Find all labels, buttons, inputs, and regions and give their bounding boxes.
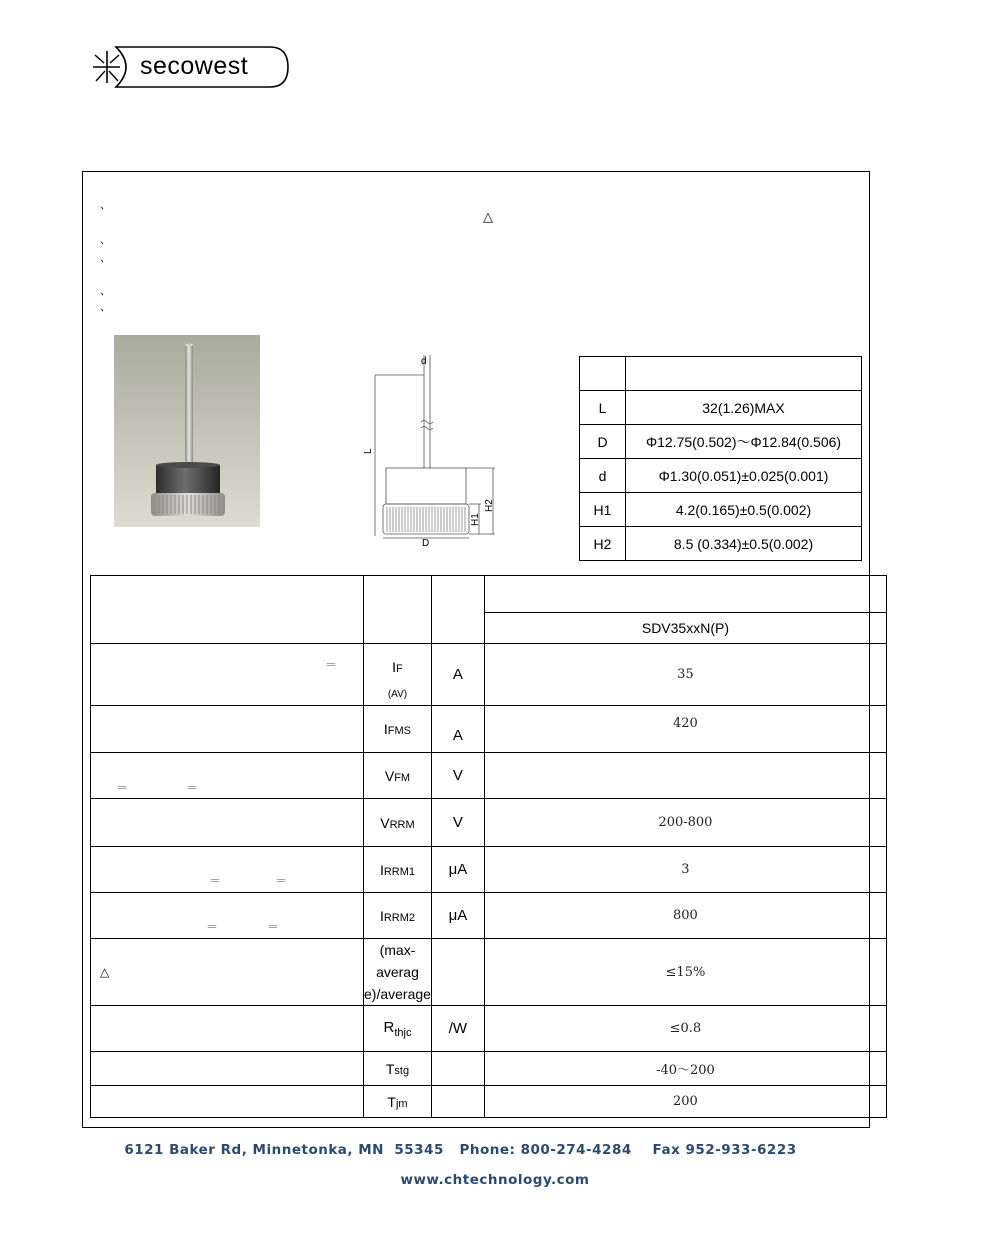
value-cell: 420 xyxy=(484,706,886,753)
dimensions-table xyxy=(579,356,862,561)
table-row xyxy=(91,847,887,893)
note-tick: 、 xyxy=(100,251,111,264)
ratings-table xyxy=(90,575,887,1118)
equals-sign: ＝ xyxy=(186,781,199,795)
dim-symbol: d xyxy=(580,459,626,493)
value-header-cell xyxy=(484,576,886,613)
symbol-cell: IRRM1 xyxy=(364,847,432,893)
symbol-cell: Tstg xyxy=(364,1052,432,1086)
note-tick: 、 xyxy=(100,300,111,313)
table-row xyxy=(91,799,887,847)
dim-symbol: H1 xyxy=(580,493,626,527)
value-cell: 35 xyxy=(484,644,886,706)
table-row xyxy=(580,459,862,493)
symbol-cell: IF (AV) xyxy=(364,644,432,706)
equals-sign: ＝ xyxy=(206,920,219,934)
dim-header-cell xyxy=(580,357,626,391)
unit-cell: μA xyxy=(431,847,484,893)
symbol-header-cell xyxy=(364,576,432,644)
param-header-cell xyxy=(91,576,364,644)
symbol-cell: IRRM2 xyxy=(364,893,432,939)
symbol-cell: $R_{thjc}$ xyxy=(364,1006,432,1052)
company-logo-text: secowest xyxy=(140,52,249,80)
unit-cell: A xyxy=(431,644,484,706)
dim-symbol: L xyxy=(580,391,626,425)
drawing-label-L: L xyxy=(363,448,374,454)
value-cell: 800 xyxy=(484,893,886,939)
drawing-label-H2: H2 xyxy=(484,499,495,512)
unit-cell xyxy=(431,1052,484,1086)
table-row xyxy=(91,939,887,1006)
param-cell: △ xyxy=(91,939,364,1006)
dim-value: 32(1.26)MAX xyxy=(626,391,862,425)
param-cell xyxy=(91,893,364,939)
table-row xyxy=(91,644,887,706)
unit-cell: A xyxy=(431,706,484,753)
drawing-label-D: D xyxy=(422,538,430,549)
dim-header-cell xyxy=(626,357,862,391)
equals-sign: ＝ xyxy=(209,874,222,888)
dim-symbol: H2 xyxy=(580,527,626,561)
param-cell xyxy=(91,706,364,753)
equals-sign: ＝ xyxy=(116,781,129,795)
value-cell: -40～200 xyxy=(484,1052,886,1086)
table-row xyxy=(91,706,887,753)
equals-sign: ＝ xyxy=(267,920,280,934)
param-cell xyxy=(91,644,364,706)
note-tick: 、 xyxy=(100,284,111,297)
dimension-drawing xyxy=(355,350,505,549)
table-row xyxy=(91,1052,887,1086)
symbol-cell: Tjm xyxy=(364,1086,432,1118)
symbol-cell: IFMS xyxy=(364,706,432,753)
table-row xyxy=(91,576,887,613)
footer-website-link[interactable]: www.chtechnology.com xyxy=(400,1172,590,1188)
product-photo xyxy=(114,335,260,527)
footer-address: 6121 Baker Rd, Minnetonka, MN 55345 Phone: 800-274-4284 Fax 952-933-6223 xyxy=(124,1142,797,1158)
note-tick: 、 xyxy=(100,198,111,211)
table-row xyxy=(580,425,862,459)
value-cell: 200-800 xyxy=(484,799,886,847)
unit-header-cell xyxy=(431,576,484,644)
note-tick: 、 xyxy=(100,233,111,246)
value-cell: ≤15% xyxy=(484,939,886,1006)
dim-value: 4.2(0.165)±0.5(0.002) xyxy=(626,493,862,527)
unit-cell xyxy=(431,939,484,1006)
drawing-label-H1: H1 xyxy=(470,513,481,526)
unit-cell: V xyxy=(431,753,484,799)
unit-cell: V xyxy=(431,799,484,847)
unit-cell: /W xyxy=(431,1006,484,1052)
table-row xyxy=(91,753,887,799)
table-row xyxy=(91,893,887,939)
param-cell xyxy=(91,847,364,893)
part-number: SDV35xxN(P) xyxy=(484,613,886,644)
value-cell: ≤0.8 xyxy=(484,1006,886,1052)
symbol-cell: VRRM xyxy=(364,799,432,847)
note-triangle: △ xyxy=(483,209,493,224)
table-row xyxy=(91,1006,887,1052)
table-row xyxy=(580,527,862,561)
dim-symbol: D xyxy=(580,425,626,459)
symbol-cell: (max-averag e)/average xyxy=(364,939,432,1006)
table-row xyxy=(580,391,862,425)
equals-sign: ＝ xyxy=(275,874,288,888)
dim-value: Φ12.75(0.502)～Φ12.84(0.506) xyxy=(626,425,862,459)
param-cell xyxy=(91,1086,364,1118)
table-row xyxy=(580,357,862,391)
param-cell xyxy=(91,753,364,799)
dim-value: 8.5 (0.334)±0.5(0.002) xyxy=(626,527,862,561)
company-logo-icon xyxy=(93,51,120,83)
table-row xyxy=(91,1086,887,1118)
equals-sign: ＝ xyxy=(325,658,338,672)
unit-cell: μA xyxy=(431,893,484,939)
param-cell xyxy=(91,799,364,847)
symbol-cell: VFM xyxy=(364,753,432,799)
param-cell xyxy=(91,1006,364,1052)
drawing-label-d: d xyxy=(421,356,427,367)
param-cell xyxy=(91,1052,364,1086)
value-cell: 200 xyxy=(484,1086,886,1118)
value-cell xyxy=(484,753,886,799)
table-row xyxy=(580,493,862,527)
value-cell: 3 xyxy=(484,847,886,893)
dim-value: Φ1.30(0.051)±0.025(0.001) xyxy=(626,459,862,493)
unit-cell xyxy=(431,1086,484,1118)
